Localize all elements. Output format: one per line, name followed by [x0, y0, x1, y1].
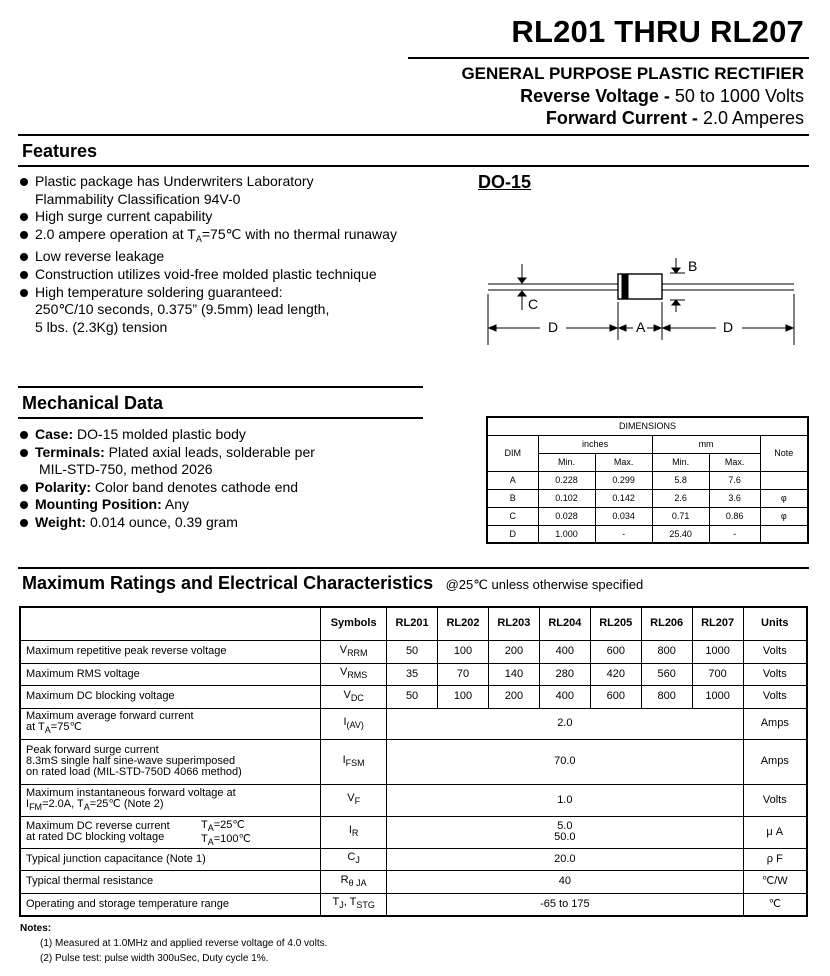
dim-d-right-label: D — [723, 319, 734, 335]
features-list — [19, 173, 449, 336]
list-item: Case: DO-15 molded plastic body — [19, 426, 419, 444]
reverse-voltage-line — [520, 86, 804, 107]
title-rule — [408, 57, 809, 59]
table-header-row: Symbols RL201 RL202 RL203 RL204 RL205 RL206 RL207 Units — [20, 607, 807, 640]
features-top-rule — [18, 134, 809, 136]
note-1: (1) Measured at 1.0MHz and applied reverse voltage of 4.0 volts. — [40, 938, 328, 949]
list-item: 2.0 ampere operation at $T_A=75℃$ with no thermal runaway — [19, 226, 449, 249]
table-row: Operating and storage temperature range $T_J$, $T_{STG}$ -65 to 175 ℃ — [20, 893, 807, 916]
inches-header: inches — [538, 435, 652, 453]
mech-bottom-rule — [18, 417, 423, 419]
list-item: Flammability Classification 94V-0 — [35, 190, 241, 207]
list-item: Construction utilizes void-free molded plastic technique — [19, 266, 449, 284]
list-item: Polarity: Color band denotes cathode end — [19, 479, 419, 497]
dim-d-left-label: D — [548, 319, 559, 335]
list-item: Low reverse leakage — [19, 248, 449, 266]
table-cell: Max. — [709, 453, 760, 471]
table-row: Maximum DC blocking voltage $V_{DC}$ 50 100 200 400 600 800 1000 Volts — [20, 685, 807, 708]
list-item: Plastic package has Underwriters Laboratory — [19, 173, 449, 191]
table-row: Maximum instantaneous forward voltage at $I_{FM}=2.0A$, $T_A=25℃$ (Note 2) $V_F$ 1.0 Volts — [20, 784, 807, 816]
mechanical-heading: Mechanical Data — [22, 393, 164, 413]
features-heading: Features — [22, 141, 98, 161]
list-item: High surge current capability — [19, 208, 449, 226]
forward-current-line — [546, 108, 804, 129]
list-item: Mounting Position: Any — [19, 496, 419, 514]
notes-heading: Notes: — [20, 923, 52, 934]
notes — [20, 921, 800, 966]
dimensions-title: DIMENSIONS — [487, 417, 808, 435]
table-cell: Min. — [538, 453, 595, 471]
page-title: RL201 THRU RL207 — [511, 14, 804, 49]
package-name: DO-15 — [478, 172, 532, 192]
table-row: C 0.028 0.034 0.71 0.86 φ — [487, 507, 808, 525]
note-header: Note — [760, 435, 808, 471]
table-row: Maximum DC reverse current at rated DC blocking voltage $T_A=25℃$ $T_A=100℃$ $I_R$ 5.0 50.0 μ A — [20, 816, 807, 848]
table-row: Maximum repetitive peak reverse voltage $V_{RRM}$ 50 100 200 400 600 800 1000 Volts — [20, 640, 807, 663]
list-item: Weight: 0.014 ounce, 0.39 gram — [19, 514, 419, 532]
dim-a-label: A — [636, 319, 646, 335]
forward-current-label: Forward Current - — [545, 108, 703, 128]
features-bottom-rule — [18, 165, 809, 167]
table-row: Maximum average forward current at $T_A=75℃$ $I_{(AV)}$ 2.0 Amps — [20, 708, 807, 739]
table-row: Peak forward surge current 8.3mS single half sine-wave superimposed on rated load (MIL-STD-750D 4066 method) $I_{FSM}$ 70.0 Amps — [20, 739, 807, 784]
dim-header: DIM — [487, 435, 538, 471]
note-2: (2) Pulse test: pulse width 300uSec, Duty cycle 1%. — [40, 953, 269, 964]
list-item: Terminals: Plated axial leads, solderable per — [19, 444, 419, 462]
mm-header: mm — [652, 435, 760, 453]
dim-c-label: C — [528, 296, 539, 312]
forward-current-value: 2.0 Amperes — [702, 108, 804, 128]
reverse-voltage-value: 50 to 1000 Volts — [674, 86, 804, 106]
reverse-voltage-label: Reverse Voltage - — [520, 86, 675, 106]
mechanical-list — [19, 426, 419, 532]
table-row: A 0.228 0.299 5.8 7.6 — [487, 471, 808, 489]
ratings-condition: @25℃ unless otherwise specified — [445, 577, 644, 592]
table-row: D 1.000 - 25.40 - — [487, 525, 808, 543]
table-row: Typical junction capacitance (Note 1) $C_J$ 20.0 ρ F — [20, 848, 807, 870]
table-cell: Max. — [595, 453, 652, 471]
product-subtitle: GENERAL PURPOSE PLASTIC RECTIFIER — [461, 64, 804, 83]
list-item: MIL-STD-750, method 2026 — [39, 461, 213, 478]
table-row: Typical thermal resistance $R_{\theta JA}$ 40 ℃/W — [20, 870, 807, 893]
table-cell: Min. — [652, 453, 709, 471]
mech-top-rule — [18, 386, 423, 388]
ratings-heading-line — [22, 573, 643, 594]
list-item: 250℃/10 seconds, 0.375” (9.5mm) lead length, — [35, 301, 330, 318]
table-row: B 0.102 0.142 2.6 3.6 φ — [487, 489, 808, 507]
list-item: 5 lbs. (2.3Kg) tension — [35, 318, 168, 335]
ratings-table — [19, 606, 808, 917]
dim-b-label: B — [688, 258, 698, 274]
list-item: High temperature soldering guaranteed: — [19, 284, 449, 302]
table-row: Maximum RMS voltage $V_{RMS}$ 35 70 140 280 420 560 700 Volts — [20, 663, 807, 685]
ratings-heading: Maximum Ratings and Electrical Characteristics — [22, 573, 434, 593]
ratings-top-rule — [18, 567, 809, 569]
dimensions-table — [486, 416, 809, 544]
